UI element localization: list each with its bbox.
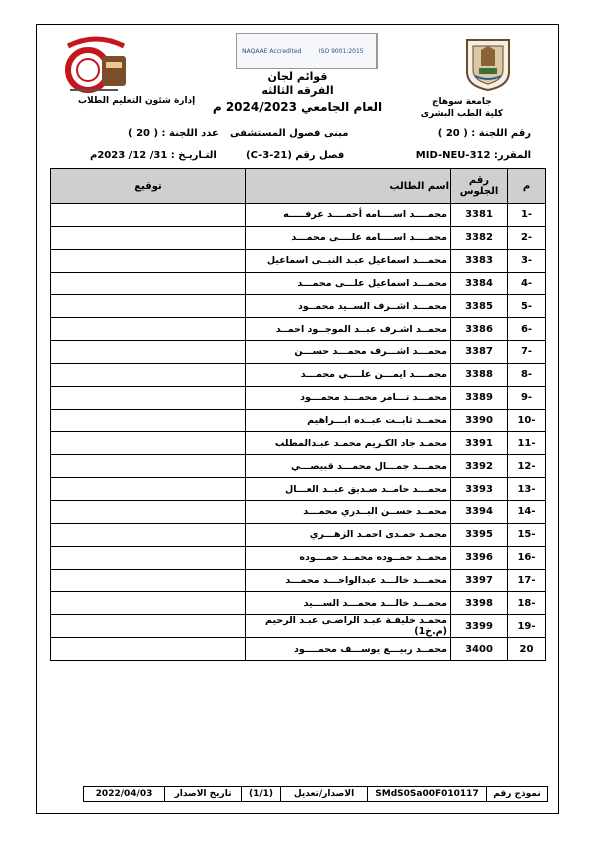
student-name: محمــــد اســــامه أحمــــد عرفـــــه <box>246 204 451 227</box>
table-row <box>51 204 546 227</box>
student-name: محمـــد حامــد صـديق عبــد العـــال <box>246 478 451 501</box>
signature-cell[interactable] <box>51 272 246 295</box>
doc-title-committees: قوائم لجان <box>267 70 328 83</box>
row-number: -2 <box>508 226 546 249</box>
row-number: -7 <box>508 341 546 364</box>
building-name: مبنى فصول المستشفى <box>230 128 349 139</box>
signature-cell[interactable] <box>51 455 246 478</box>
footer-form-label: نموذج رقم <box>486 786 548 802</box>
signature-cell[interactable] <box>51 341 246 364</box>
signature-cell[interactable] <box>51 615 246 638</box>
row-number: -8 <box>508 363 546 386</box>
student-name: محمـــد خالـــد محمـــد الســـيد <box>246 592 451 615</box>
student-name: محمـد خليفـة عبـد الراضـى عبـد الرحيم (م.خ1) <box>246 615 451 638</box>
signature-cell[interactable] <box>51 363 246 386</box>
student-name: محمـــد تـــامر محمـــد محمـــود <box>246 386 451 409</box>
exam-date: التـاريـخ : 31/ 12/ 2023م <box>90 150 217 161</box>
table-row <box>51 500 546 523</box>
signature-cell[interactable] <box>51 295 246 318</box>
table-row <box>51 569 546 592</box>
signature-cell[interactable] <box>51 638 246 661</box>
table-row <box>51 318 546 341</box>
committee-number: رقم اللجنة : ( 20 ) <box>437 128 531 139</box>
student-name: محمـد جاد الكـريم محمـد عبـدالمطلب <box>246 432 451 455</box>
header-signature: توقيع <box>51 169 246 204</box>
row-number: -14 <box>508 500 546 523</box>
seat-number: 3382 <box>451 226 508 249</box>
student-name: محمـــد اسماعيل عبـد النبــى اسماعيل <box>246 249 451 272</box>
doc-title-academic-year: العام الجامعي 2024/2023 م <box>212 100 383 114</box>
student-name: محمـــد خالـــد عبدالواحـــد محمـــد <box>246 569 451 592</box>
row-number: -12 <box>508 455 546 478</box>
row-number: -1 <box>508 204 546 227</box>
student-name: محمــد حمــوده محمــد حمـــوده <box>246 546 451 569</box>
signature-cell[interactable] <box>51 432 246 455</box>
certification-logos <box>236 33 378 69</box>
row-number: -16 <box>508 546 546 569</box>
table-row <box>51 409 546 432</box>
row-number: -10 <box>508 409 546 432</box>
table-row <box>51 546 546 569</box>
student-name: محمــد ربيـــع يوســـف محمــــود <box>246 638 451 661</box>
student-name: محمـــد اسماعيل علـــى محمـــد <box>246 272 451 295</box>
signature-cell[interactable] <box>51 386 246 409</box>
header-seat: رقم الجلوس <box>451 169 508 204</box>
row-number: -3 <box>508 249 546 272</box>
table-header-row <box>51 169 546 204</box>
table-row <box>51 432 546 455</box>
signature-cell[interactable] <box>51 546 246 569</box>
row-number: -5 <box>508 295 546 318</box>
seat-number: 3393 <box>451 478 508 501</box>
student-name: محمــد ثابــت عبــده ابـــراهيم <box>246 409 451 432</box>
table-row <box>51 478 546 501</box>
row-number: 20 <box>508 638 546 661</box>
department-name: إدارة شئون التعليم الطلاب <box>78 96 196 106</box>
signature-cell[interactable] <box>51 249 246 272</box>
student-name: محمـــد جمـــال محمـــد قبيصـــي <box>246 455 451 478</box>
row-number: -13 <box>508 478 546 501</box>
committee-count: عدد اللجنة : ( 20 ) <box>128 128 219 139</box>
table-row <box>51 592 546 615</box>
row-number: -6 <box>508 318 546 341</box>
student-name: محمــــد ايمـــن علــــي محمـــد <box>246 363 451 386</box>
table-row <box>51 523 546 546</box>
student-name: محمــد اشـرف عبــد الموجــود احمــد <box>246 318 451 341</box>
row-number: -17 <box>508 569 546 592</box>
footer-version-value: (1/1) <box>241 786 281 802</box>
header-name: اسم الطالب <box>246 169 451 204</box>
table-row <box>51 615 546 638</box>
document-footer <box>60 786 548 802</box>
seat-number: 3389 <box>451 386 508 409</box>
seat-number: 3399 <box>451 615 508 638</box>
seat-number: 3391 <box>451 432 508 455</box>
row-number: -4 <box>508 272 546 295</box>
seat-number: 3390 <box>451 409 508 432</box>
university-name: جامعة سوهاج <box>432 97 492 107</box>
student-name: محمـد حمـدى احمـد الزهـــري <box>246 523 451 546</box>
seat-number: 3400 <box>451 638 508 661</box>
seat-number: 3386 <box>451 318 508 341</box>
signature-cell[interactable] <box>51 500 246 523</box>
seat-number: 3397 <box>451 569 508 592</box>
table-row <box>51 363 546 386</box>
student-name: محمـــد اشــرف الســيد محمــود <box>246 295 451 318</box>
row-number: -19 <box>508 615 546 638</box>
seat-number: 3395 <box>451 523 508 546</box>
table-row <box>51 295 546 318</box>
footer-issue-value: 2022/04/03 <box>83 786 165 802</box>
seat-number: 3396 <box>451 546 508 569</box>
signature-cell[interactable] <box>51 478 246 501</box>
seat-number: 3398 <box>451 592 508 615</box>
row-number: -15 <box>508 523 546 546</box>
signature-cell[interactable] <box>51 569 246 592</box>
row-number: -18 <box>508 592 546 615</box>
signature-cell[interactable] <box>51 592 246 615</box>
footer-form-value: SMdS0Sa00F010117 <box>367 786 487 802</box>
course-code: المقرر: MID-NEU-312 <box>415 150 531 161</box>
row-number: -11 <box>508 432 546 455</box>
footer-issue-label: تاريخ الاصدار <box>164 786 242 802</box>
seat-number: 3388 <box>451 363 508 386</box>
class-number: فصل رقم (C-3-21) <box>246 150 345 161</box>
seat-number: 3385 <box>451 295 508 318</box>
table-row <box>51 341 546 364</box>
signature-cell[interactable] <box>51 523 246 546</box>
table-row <box>51 272 546 295</box>
table-row <box>51 638 546 661</box>
student-list-table <box>50 168 546 661</box>
student-name: محمــــد اســــامه علــــى محمـــد <box>246 226 451 249</box>
header-num: م <box>508 169 546 204</box>
footer-version-label: الاصدار/تعديل <box>280 786 368 802</box>
table-row <box>51 226 546 249</box>
iso-logo: ISO 9001:2015 <box>307 34 378 68</box>
seat-number: 3383 <box>451 249 508 272</box>
table-row <box>51 386 546 409</box>
signature-cell[interactable] <box>51 226 246 249</box>
table-row <box>51 249 546 272</box>
seat-number: 3394 <box>451 500 508 523</box>
signature-cell[interactable] <box>51 409 246 432</box>
table-row <box>51 455 546 478</box>
faculty-name: كلية الطب البشرى <box>420 109 503 119</box>
signature-cell[interactable] <box>51 318 246 341</box>
doc-title-year-level: الفرقه الثالثه <box>261 84 334 97</box>
student-name: محمــد حســن البــدري محمـــد <box>246 500 451 523</box>
naqaae-logo: NAQAAE Accredited <box>242 47 302 55</box>
seat-number: 3392 <box>451 455 508 478</box>
seat-number: 3381 <box>451 204 508 227</box>
row-number: -9 <box>508 386 546 409</box>
seat-number: 3387 <box>451 341 508 364</box>
student-name: محمـــد اشـــرف محمـــد حســـن <box>246 341 451 364</box>
seat-number: 3384 <box>451 272 508 295</box>
signature-cell[interactable] <box>51 204 246 227</box>
